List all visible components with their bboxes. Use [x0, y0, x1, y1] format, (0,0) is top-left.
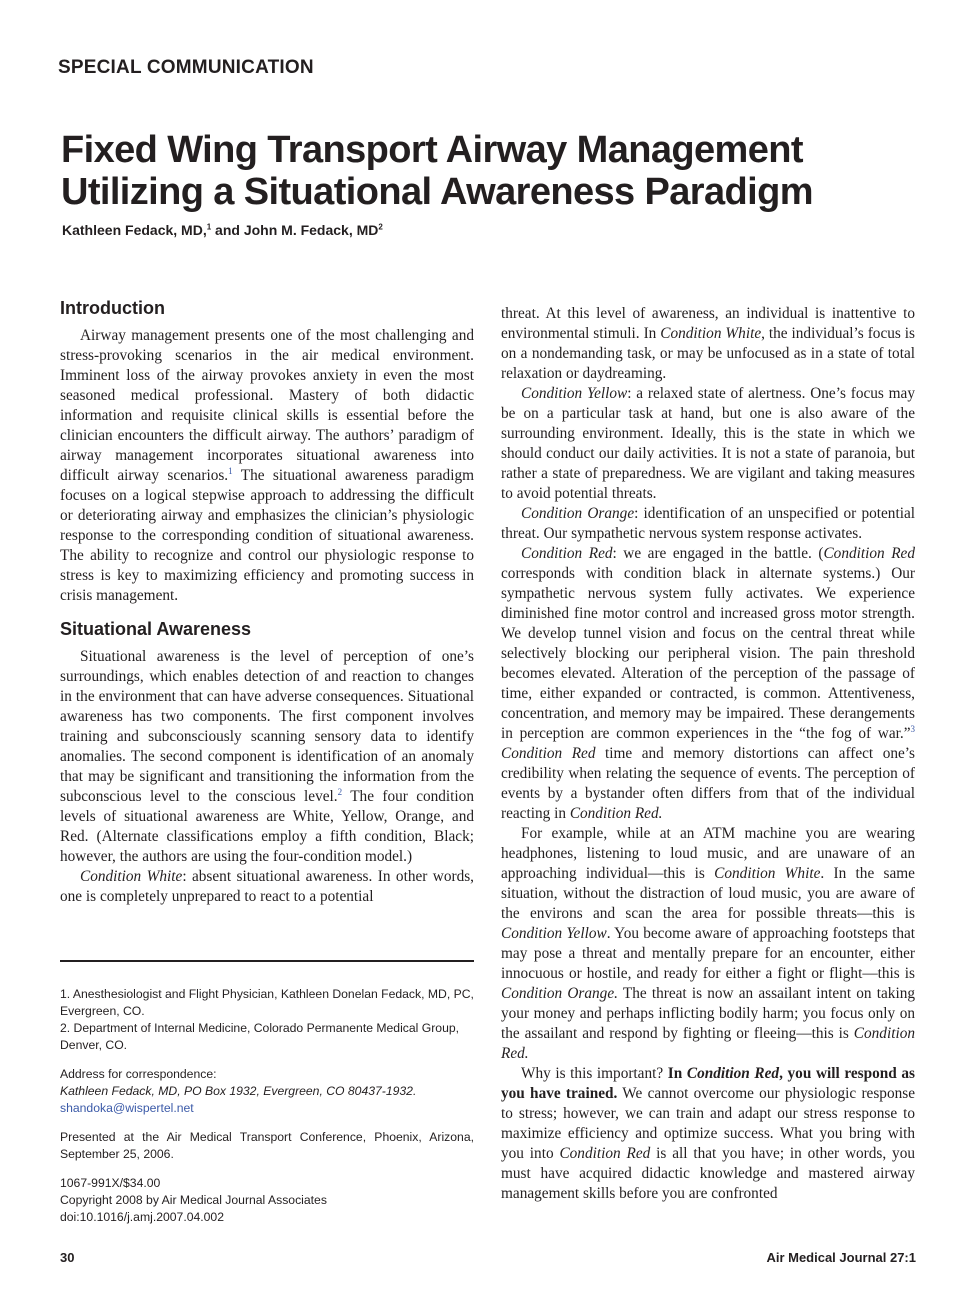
text: threat. At this level of awareness, an individual is inattentive to environmental stimuli. In [501, 305, 915, 342]
condition-white-text: : absent situational awareness. In other words, one is completely unprepared to react to a potential [60, 868, 474, 905]
emphasis: Condition Yellow [501, 925, 607, 942]
text: , you will respond as you have trained. [501, 1065, 916, 1102]
author-line [62, 222, 383, 238]
affiliation-2: 2. Department of Internal Medicine, Colorado Permanente Medical Group, Denver, CO. [60, 1021, 460, 1052]
intro-text: Airway management presents one of the most challenging and stress-provoking scenarios in the air medical environment. Imminent loss of the airway provokes anxiety in even the most seasoned medical professional. Mastery of both didactic information and requisite clinical skills is essential before the clinician encounters the difficult airway. The authors’ paradigm of airway management incorporates situational awareness into difficult airway scenarios. [60, 327, 474, 484]
section-heading-introduction: Introduction [60, 298, 165, 318]
section-label: SPECIAL COMMUNICATION [58, 57, 314, 78]
emphasis: Condition Red. [569, 805, 663, 822]
author-2-affiliation: 2 [378, 222, 383, 232]
emphasis: Condition Red [686, 1065, 780, 1082]
email-link[interactable]: shandoka@wispertel.net [60, 1101, 194, 1115]
text: is all that you have; in other words, you must have acquired didactic knowledge and mastered airway management skills before you are confronted [501, 1145, 915, 1202]
sa-text: Situational awareness is the level of perception of one’s surroundings, which enables detection of and reaction to changes in the environment that can have adverse consequences. Situational awareness has two components. The first component involves training and subconsciously scanning sensory data to identify anomalies. The second component is identification of an anomaly that may be significant and transitioning the information from the subconscious level to the conscious level. [60, 648, 474, 805]
doi: doi:10.1016/j.amj.2007.04.002 [60, 1210, 224, 1224]
text: The threat is now an assailant intent on taking your money and perhaps inflicting bodily harm; you focus only on the assailant and respond by fighting or fleeing—this is [501, 985, 915, 1042]
emphasis: Condition Red [501, 745, 596, 762]
intro-paragraph [60, 326, 474, 606]
correspondence-address [60, 1083, 474, 1117]
text: In [667, 1065, 687, 1082]
footnote-divider [60, 960, 474, 962]
intro-text-cont: The situational awareness paradigm focuses on a logical stepwise approach to addressing the difficult or deteriorating airway and emphasizes the clinician’s physiologic response to the corresponding condition of situational awareness. The ability to recognize and control our physiologic response to stress is key to maximizing efficiency and promoting success in crisis management. [60, 467, 474, 604]
emphasis: Condition White [660, 325, 762, 342]
text: For example, while at an ATM machine you are wearing headphones, listening to loud music, and are unaware of an approaching individual—this is [501, 825, 915, 882]
emphasis: Condition White [714, 865, 821, 882]
text: . You become aware of approaching footsteps that may pose a threat and mentally prepare for an encounter, either innocuous or hostile, and ready for either a fight or flight—this is [501, 925, 916, 982]
author-1-affiliation: 1 [206, 222, 212, 232]
journal-name: Air Medical Journal 27:1 [766, 1250, 916, 1265]
text: time and memory distortions can affect one’s credibility when relating the sequence of events. The perception of events by a bystander often differs from that of the individual reacting in [501, 745, 915, 822]
condition-yellow-paragraph [501, 384, 915, 504]
text: We cannot overcome our physiologic response to stress; however, we can train and adapt our stress response to maximize efficiency and optimize success. What you bring with you into [501, 1085, 915, 1162]
condition-white-paragraph [60, 867, 474, 907]
emphasis: Condition Orange. [501, 985, 618, 1002]
author-1: Kathleen Fedack, MD, [62, 222, 207, 238]
title-line-2: Utilizing a Situational Awareness Paradigm [61, 171, 813, 213]
example-paragraph [501, 824, 915, 1064]
emphasis: Condition Red [559, 1145, 651, 1162]
sa-text-cont: The four condition levels of situational awareness are White, Yellow, Orange, and Red. (Alternate classifications employ a fifth condition, Black; however, the authors are using the four-condition model.) [60, 788, 474, 865]
text: : a relaxed state of alertness. One’s focus may be on a particular task at hand, but one is also aware of the surrounding environment. Ideally, this is the state in which we should conduct our daily activities. It is not a state of paranoia, but rather a state of preparedness. We are vigilant and taking measures to avoid potential threats. [501, 385, 915, 502]
text: corresponds with condition black in alternate systems.) Our sympathetic nervous system fully activates. We experience diminished fine motor control and increased gross motor strength. We develop tunnel vision and focus on the central threat while selectively blocking our peripheral vision. The pain threshold becomes elevated. Alteration of the perception of the passage of time, either expanded or contracted, is common. Attentiveness, concentration, and memory may be impaired. These derangements in perception are common experiences in the “the fog of war.” [501, 565, 915, 742]
left-column [60, 296, 474, 907]
sa-paragraph [60, 647, 474, 867]
issn-price: 1067-991X/$34.00 [60, 1176, 161, 1190]
text: : identification of an unspecified or potential threat. Our sympathetic nervous system response activates. [501, 505, 915, 542]
why-important-paragraph [501, 1064, 915, 1204]
condition-yellow-label: Condition Yellow [521, 385, 628, 402]
text: : we are engaged in the battle. ( [612, 545, 824, 562]
emphasis: Condition Red [823, 545, 915, 562]
reference-link[interactable]: 1 [228, 466, 233, 476]
text: . In the same situation, without the distraction of loud music, you are aware of the environs and scan the area for possible threats—this is [501, 865, 915, 922]
emphasis: Condition Red. [501, 1025, 915, 1062]
condition-orange-label: Condition Orange [521, 505, 635, 522]
affiliation-1: 1. Anesthesiologist and Flight Physician, Kathleen Donelan Fedack, MD, PC, Evergreen, CO. [60, 987, 474, 1018]
title-line-1: Fixed Wing Transport Airway Management [61, 129, 803, 171]
presented-note: Presented at the Air Medical Transport Conference, Phoenix, Arizona, September 25, 2006. [60, 1130, 474, 1161]
copyright: Copyright 2008 by Air Medical Journal Associates [60, 1193, 327, 1207]
condition-white-continued [501, 304, 915, 384]
right-column [501, 304, 915, 1204]
condition-red-label: Condition Red [521, 545, 613, 562]
correspondence-label: Address for correspondence: [60, 1067, 217, 1081]
text: Why is this important? [521, 1065, 668, 1082]
correspondence-text: Kathleen Fedack, MD, PO Box 1932, Evergreen, CO 80437-1932. [60, 1084, 417, 1098]
condition-white-label: Condition White [80, 868, 183, 885]
reference-link[interactable]: 2 [337, 787, 343, 797]
page-number: 30 [60, 1250, 75, 1265]
text: , the individual’s focus is on a nondemanding task, or may be unfocused as in a state of total relaxation or daydreaming. [501, 325, 915, 382]
article-title [61, 129, 941, 213]
reference-link[interactable]: 3 [910, 724, 915, 734]
section-heading-situational-awareness: Situational Awareness [60, 619, 252, 639]
author-2: and John M. Fedack, MD [211, 222, 379, 238]
condition-red-paragraph [501, 544, 915, 824]
footnotes [60, 986, 474, 1226]
condition-orange-paragraph [501, 504, 915, 544]
